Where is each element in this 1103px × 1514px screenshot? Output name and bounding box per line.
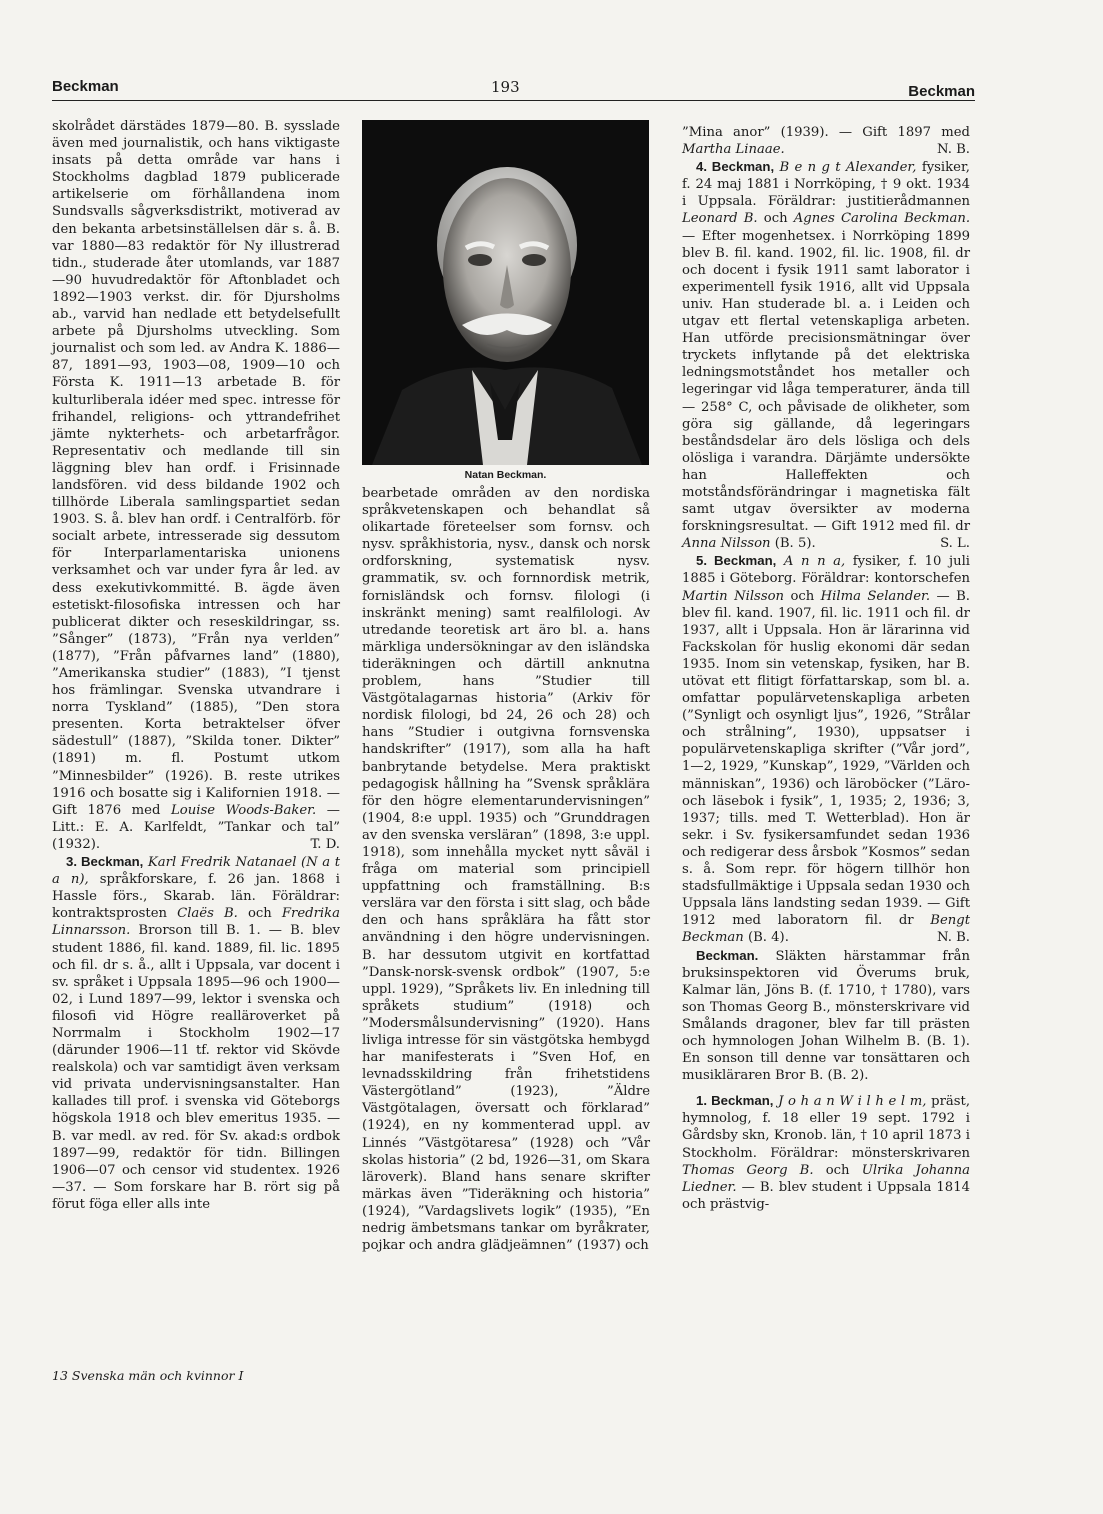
column-2 — [362, 485, 650, 1254]
family-entry: Beckman. Släkten härstammar från bruksinspektoren vid Överums bruk, Kalmar län, Jöns B. (f. 1710, † 1780), vars son Thomas Georg B., mönsterskrivare vid Smålands dragoner, blev far till prästen och hymnologen Johan Wilhelm B. (B. 1). En sonson till denne var tonsättaren och musikläraren Bror B. (B. 2). — [682, 947, 970, 1084]
signature: N. B. — [937, 142, 970, 158]
signature: T. D. — [310, 836, 340, 852]
footer-signature-line: 13 Svenska män och kvinnor I — [52, 1368, 244, 1383]
photo-caption: Natan Beckman. — [464, 469, 547, 481]
header-rule — [52, 100, 975, 101]
signature: S. L. — [940, 536, 970, 552]
paragraph: skolrådet därstädes 1879—80. B. sysslade även med journalistik, och hans viktigaste insats på detta område var hans i Stockholms dagblad 1879 publicerade artikelserie om förhållandena inom Sundsvalls sågverksdistrikt, motiverad av den bekanta arbetsinställelsen där s. å. B. var 1880—83 redaktör för Ny illustrerad tidn., studerade åter utomlands, var 1887—90 huvudredaktör för Aftonbladet och 1892—1903 verkst. dir. för Djursholms ab., varvid han nedlade ett betydelsefullt arbete på Djursholms utveckling. Som journalist och som led. av Andra K. 1886—87, 1891—93, 1903—08, 1909—10 och Första K. 1911—13 arbetade B. för kulturliberala idéer med spec. intresse för frihandel, religions- och yttrandefrihet jämte nykterhets- och arbetarfrågor. Representativ och medlande till sin läggning blev han ordf. i Frisinnade landsfören. vid dess bildande 1902 och tillhörde Liberala samlingspartiet sedan 1903. S. å. blev han ordf. i Centralförb. för socialt arbete, intresserade sig dessutom för Interparlamentariska unionens verksamhet och var under fyra år led. av dess exekutivkommitté. B. ägde även estetiskt-filosofiska intressen och har publicerat dikter och reseskildringar, ss. ”Sånger” (1873), ”Från nya verlden” (1877), ”Från påfvarnes land” (1880), ”Amerikanska studier” (1883), ”I tjenst hos främlingar. Svenska utvandrare i norra Tyskland” (1885), ”Den stora presenten. Korta betraktelser öfver sädestull” (1887), ”Skilda toner. Dikter” (1891) m. fl. Postumt utkom ”Minnesbilder” (1926). B. reste utrikes 1916 och bosatte sig i Kalifornien 1918. — Gift 1876 med Louise Woods-Baker. — Litt.: E. A. Karlfeldt, ”Tankar och tal” (1932). T. D. — [52, 119, 340, 852]
signature: N. B. — [937, 930, 970, 946]
entry-1: 1. Beckman, J o h a n W i l h e l m, präst, hymnolog, f. 18 eller 19 sept. 1792 i Gårdsby skn, Kronob. län, † 10 april 1873 i Stockholm. Föräldrar: mönsterskrivaren Thomas Georg B. och Ulrika Johanna Liedner. — B. blev student i Uppsala 1814 och prästvig- — [682, 1093, 971, 1212]
column-3 — [682, 124, 970, 1213]
entry-5: 5. Beckman, A n n a, fysiker, f. 10 juli 1885 i Göteborg. Föräldrar: kontorschefen Martin Nilsson och Hilma Selander. — B. blev fil. kand. 1907, fil. lic. 1911 och fil. dr 1937, allt i Uppsala. Hon är lärarinna vid Fackskolan för huslig ekonomi där sedan 1935. Inom sin vetenskap, fysiken, har B. utövat ett flitigt författarskap, som bl. a. omfattar populärvetenskapliga arbeten (”Synligt och osynligt ljus”, 1926, ”Strålar och strålning”, 1930), uppsatser i populärvetenskapliga skrifter (”Vår jord”, 1—2, 1929, ”Kunskap”, 1929, ”Världen och människan”, 1936) och läroböcker (”Läro- och läsebok i fysik”, 1, 1935; 2, 1936; 3, 1937; tills. med T. Wetterblad). Hon är sekr. i Sv. fysikersamfundet sedan 1936 och redigerar dess årsbok ”Kosmos” sedan s. å. Som repr. för högern tillhör hon stadsfullmäktige i Uppsala sedan 1930 och Uppsala läns landsting sedan 1939. — Gift 1912 med laboratorn fil. dr Bengt Beckman (B. 4). N. B. — [682, 553, 971, 946]
paragraph: bearbetade områden av den nordiska språkvetenskapen och behandlat så olikartade företeelser som fornsv. och nysv. språkhistoria, nysv., dansk och norsk ordforskning, systematisk nysv. grammatik, sv. och fornnordisk metrik, fornisländsk och fornsv. filologi (i inskränkt mening) samt realfilologi. Av utredande teoretisk art äro bl. a. hans märkliga undersökningar av den isländska tideräkningen och därtill anknutna problem, hans ”Studier till Västgötalagarnas historia” (Arkiv för nordisk filologi, bd 24, 26 och 28) och hans ”Studier i outgivna fornsvenska handskrifter” (1917), som alla ha haft banbrytande betydelse. Mera praktiskt pedagogisk hållning ha ”Svensk språklära för den högre elementarundervisningen” (1904, 8:e uppl. 1935) och ”Grunddragen av den svenska versläran” (1898, 3:e uppl. 1918), som innehålla mycket nytt såväl i fråga om material som principiell uppfattning och framställning. B:s verslära var den första i sitt slag, och både den och hans språklära ha fått stor användning i den högre undervisningen. B. har dessutom utgivit en kortfattad ”Dansk-norsk-svensk ordbok” (1907, 5:e uppl. 1929), ”Språkets liv. En inledning till språkets studium” (1918) och ”Modersmålsundervisning” (1920). Hans livliga intresse för sin västgötska hembygd har manifesterats i ”Sven Hof, en levnadsskildring från frihetstidens Västergötland” (1923), ”Äldre Västgötalagen, översatt och förklarad” (1924), en ny kommenterad uppl. av Linnés ”Västgötaresa” (1928) och ”Vår skolas historia” (2 bd, 1926—31, om Skara läroverk). Bland hans senare skrifter märkas även ”Tideräkning och historia” (1924), ”Vardagslivets logik” (1935), ”En nedrig ämbetsmans tankar om byråkrater, pojkar och andra glädjeämnen” (1937) och — [362, 486, 650, 1254]
paragraph: ”Mina anor” (1939). — Gift 1897 med Martha Linaae. N. B. — [682, 125, 970, 158]
portrait-photo — [362, 120, 649, 465]
entry-4: 4. Beckman, B e n g t Alexander, fysiker, f. 24 maj 1881 i Norrköping, † 9 okt. 1934 i Uppsala. Föräldrar: justitierådmannen Leonard B. och Agnes Carolina Beckman. — Efter mogenhetsex. i Norrköping 1899 blev B. fil. kand. 1902, fil. lic. 1908, fil. dr och docent i fysik 1911 samt laborator i experimentell fysik 1916, allt vid Uppsala univ. Han studerade bl. a. i Leiden och utgav ett flertal vetenskapliga arbeten. Han utförde precisionsmätningar över tryckets inflytande på det elektriska ledningsmotståndet hos metaller och legeringar vid låga temperaturer, ända till — 258° C, och påvisade de olikheter, som göra sig gällande, då legeringars beståndsdelar äro dels lösliga och dels olösliga i varandra. Därjämte undersökte han Halleffekten och motståndsförändringar i magnetiska fält samt utgav översikter av moderna forskningsresultat. — Gift 1912 med fil. dr Anna Nilsson (B. 5). S. L. — [682, 159, 971, 552]
entry-3: 3. Beckman, Karl Fredrik Natanael (N a t a n), språkforskare, f. 26 jan. 1868 i Hassle förs., Skarab. län. Föräldrar: kontraktsprosten Claës B. och Fredrika Linnarsson. Brorson till B. 1. — B. blev student 1886, fil. kand. 1889, fil. lic. 1895 och fil. dr s. å., allt i Uppsala, var docent i sv. språket i Uppsala 1895—96 och 1900—02, i Lund 1897—99, lektor i svenska och filosofi vid Högre realläroverket på Norrmalm i Stockholm 1902—17 (därunder 1906—11 tf. rektor vid Skövde realskola) och var samtidigt även verksam vid privata undervisningsanstalter. Han kallades till prof. i svenska vid Göteborgs högskola 1918 och blev emeritus 1935. — B. var medl. av red. för Sv. akad:s ordbok 1897—99, redaktör för tidn. Billingen 1906—07 och censor vid studentex. 1926—37. — Som forskare har B. rört sig på förut föga eller alls inte — [52, 854, 341, 1212]
portrait-illustration — [362, 120, 649, 465]
running-head-right: Beckman — [908, 83, 975, 100]
column-1 — [52, 118, 340, 1213]
page-number: 193 — [491, 78, 520, 96]
running-head-left: Beckman — [52, 78, 119, 95]
